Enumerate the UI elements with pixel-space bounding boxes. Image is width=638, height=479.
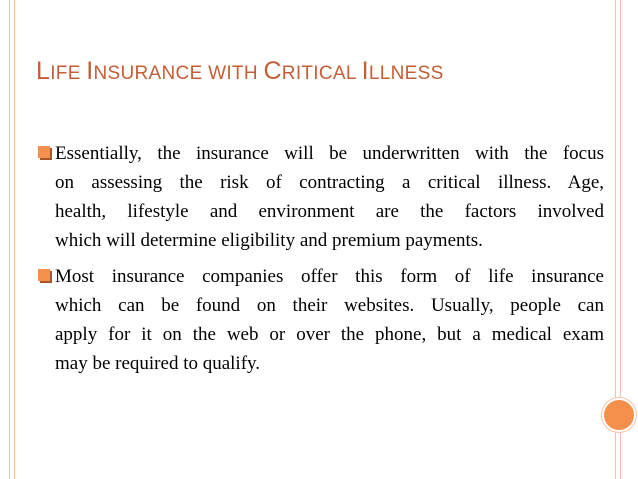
title-part: NSURANCE WITH (93, 63, 264, 84)
bullet-line: Most insurance companies offer this form of life insurance (55, 266, 604, 287)
left-border-line-outer (9, 0, 10, 479)
bullet-line: on assessing the risk of contracting a critical illness. Age, (55, 172, 604, 193)
left-border-line-inner (14, 0, 15, 479)
slide-title (36, 56, 444, 89)
decorative-circle (602, 398, 636, 432)
title-part: IFE (50, 63, 87, 84)
title-part: LLNESS (368, 63, 444, 84)
bullet-square-icon (38, 146, 50, 158)
bullet-line: health, lifestyle and environment are the factors involved (55, 201, 604, 222)
title-part: I (86, 57, 94, 85)
bullet-line: which can be found on their websites. Usually, people can (55, 295, 604, 316)
bullet-line: Essentially, the insurance will be underwritten with the focus (55, 143, 604, 164)
bullet-text (55, 262, 604, 378)
bullet-item (38, 139, 604, 255)
bullet-item (38, 262, 604, 378)
bullet-line: apply for it on the web or over the phone, but a medical exam (55, 324, 604, 345)
bullet-text (55, 139, 604, 255)
bullet-line: which will determine eligibility and premium payments. (55, 230, 483, 251)
title-part: I (361, 57, 369, 85)
bullet-square-icon (38, 269, 50, 281)
title-part: RITICAL (281, 63, 362, 84)
title-part: L (36, 57, 51, 85)
bullet-list (38, 139, 604, 385)
title-part: C (263, 57, 282, 85)
bullet-line: may be required to qualify. (55, 353, 261, 374)
